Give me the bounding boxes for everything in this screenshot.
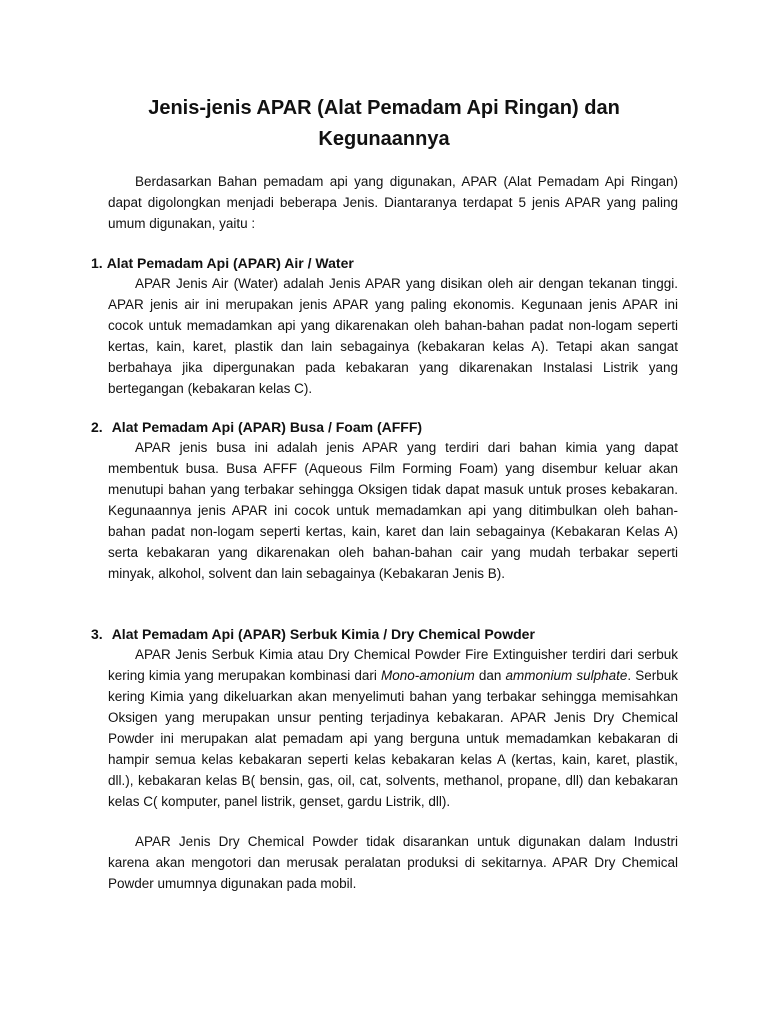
section-3-text-part3: . Serbuk kering Kimia yang dikeluarkan akan menyelimuti bahan yang terbakar sehingga memisahkan Oksigen yang merupakan unsur penting terjadinya kebakaran. APAR Jenis Dry Chemical Powder ini merupakan alat pemadam api yang berguna untuk memadamkan kebakaran di hampir semua kelas kebakaran seperti kelas kebakaran kelas A (kertas, kain, karet, plastik, dll.), kebakaran kelas B( bensin, gas, oil, cat, solvents, methanol, propane, dll) dan kebakaran kelas C( komputer, panel listrik, genset, gardu Listrik, dll). [108, 668, 678, 809]
section-1-paragraph: APAR Jenis Air (Water) adalah Jenis APAR yang disikan oleh air dengan tekanan tinggi. APAR jenis air ini merupakan jenis APAR yang paling ekonomis. Kegunaan jenis APAR ini cocok untuk memadamkan api yang dikarenakan oleh bahan-bahan padat non-logam seperti kertas, kain, karet, plastik dan lain sebagainya (kebakaran kelas A). Tetapi akan sangat berbahaya jika dipergunakan pada kebakaran yang dikarenakan Instalasi Listrik yang bertegangan (kebakaran kelas C). [108, 276, 678, 396]
document-title: Jenis-jenis APAR (Alat Pemadam Api Ringan) dan Kegunaannya [148, 97, 620, 150]
section-3-italic-ammonium-sulphate: ammonium sulphate [505, 668, 628, 683]
section-3-paragraph-2: APAR Jenis Dry Chemical Powder tidak disarankan untuk digunakan dalam Industri karena akan mengotori dan merusak peralatan produksi di sekitarnya. APAR Dry Chemical Powder umumnya digunakan pada mobil. [108, 834, 678, 891]
section-3-title: Alat Pemadam Api (APAR) Serbuk Kimia / Dry Chemical Powder [111, 626, 535, 642]
section-3-italic-mono-amonium: Mono-amonium [380, 668, 475, 683]
section-2-title: Alat Pemadam Api (APAR) Busa / Foam (AFFF) [111, 419, 423, 435]
section-3-number: 3. [91, 626, 103, 642]
section-2-paragraph: APAR jenis busa ini adalah jenis APAR yang terdiri dari bahan kimia yang dapat membentuk busa. Busa AFFF (Aqueous Film Forming Foam) yang disembur keluar akan menutupi bahan yang terbakar sehingga Oksigen tidak dapat masuk untuk proses kebakaran. Kegunaannya jenis APAR ini cocok untuk memadamkan api yang ditimbulkan oleh bahan-bahan padat non-logam seperti kertas, kain, karet dan lain sebagainya (Kebakaran Kelas A) serta kebakaran yang dikarenakan oleh bahan-bahan cair yang mudah terbakar seperti minyak, alkohol, solvent dan lain sebagainya (Kebakaran Jenis B). [108, 440, 678, 581]
section-1-title: Alat Pemadam Api (APAR) Air / Water [106, 255, 354, 271]
intro-paragraph: Berdasarkan Bahan pemadam api yang digunakan, APAR (Alat Pemadam Api Ringan) dapat digolongkan menjadi beberapa Jenis. Diantaranya terdapat 5 jenis APAR yang paling umum digunakan, yaitu : [108, 174, 678, 231]
section-3-text-part1: APAR Jenis Serbuk Kimia atau Dry Chemical Powder Fire Extinguisher terdiri dari serbuk kering kimia yang merupakan kombinasi dari [108, 647, 678, 683]
section-1-number: 1. [91, 255, 103, 271]
section-3-heading [91, 624, 691, 644]
section-2-number: 2. [91, 419, 103, 435]
section-1-heading [91, 253, 691, 273]
section-3-paragraph [108, 644, 678, 812]
section-2-heading [91, 417, 691, 437]
section-3-text-part2: dan [474, 668, 506, 683]
